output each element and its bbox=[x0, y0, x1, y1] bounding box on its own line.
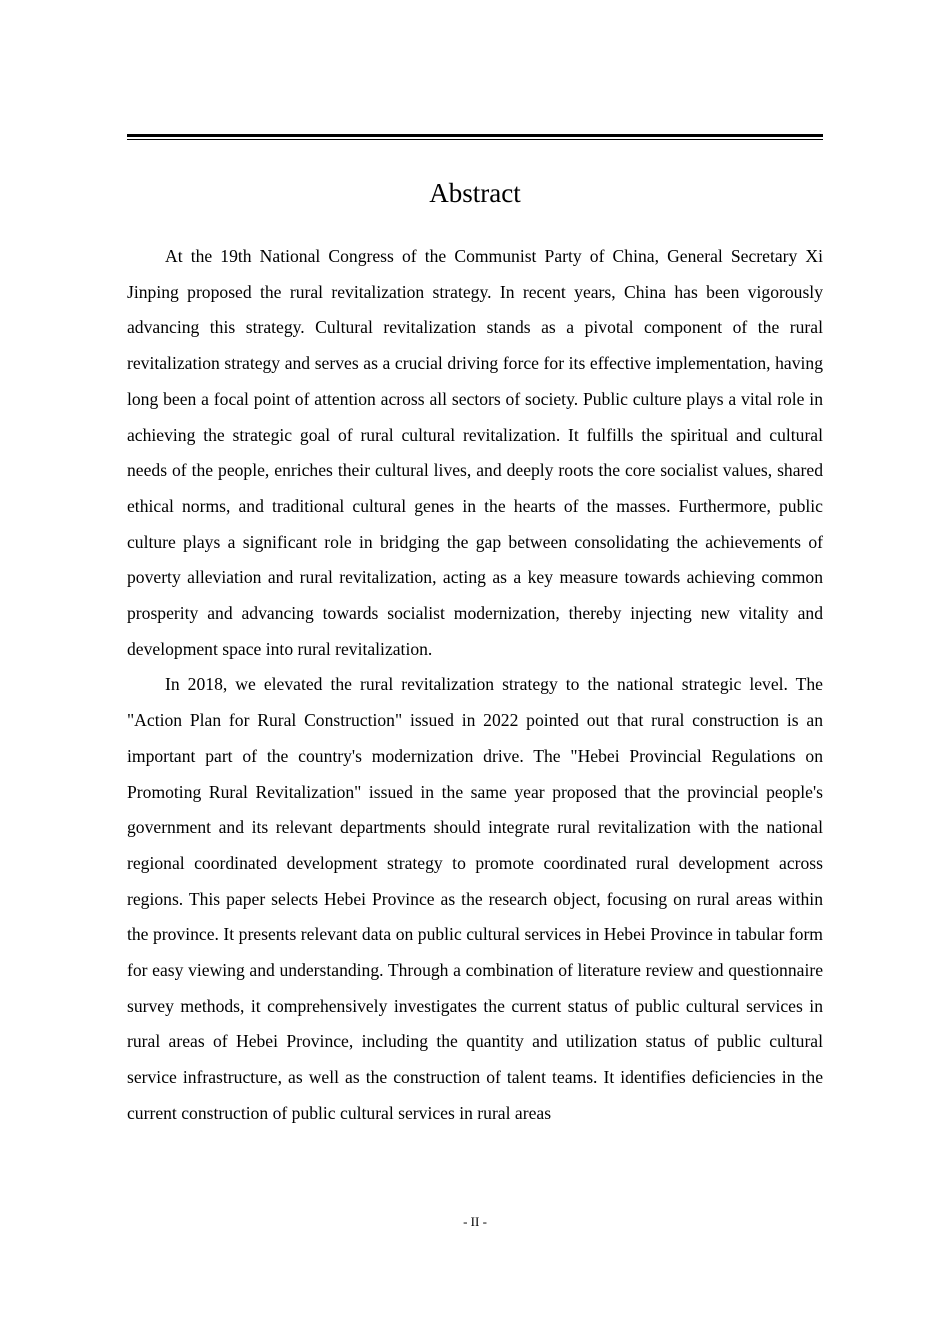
page-number: - II - bbox=[463, 1214, 487, 1229]
paragraph: At the 19th National Congress of the Communist Party of China, General Secretary Xi Jinping proposed the rural revitalization strategy. In recent years, China has been vigorously advancing this strategy. Cultural revitalization stands as a pivotal component of the rural revitalization strategy and serves as a crucial driving force for its effective implementation, having long been a focal point of attention across all sectors of society. Public culture plays a vital role in achieving the strategic goal of rural cultural revitalization. It fulfills the spiritual and cultural needs of the people, enriches their cultural lives, and deeply roots the core socialist values, shared ethical norms, and traditional cultural genes in the hearts of the masses. Furthermore, public culture plays a significant role in bridging the gap between consolidating the achievements of poverty alleviation and rural revitalization, acting as a key measure towards achieving common prosperity and advancing towards socialist modernization, thereby injecting new vitality and development space into rural revitalization. bbox=[127, 246, 823, 659]
paragraph: In 2018, we elevated the rural revitalization strategy to the national strategic level. The "Action Plan for Rural Construction" issued in 2022 pointed out that rural construction is an important part of the country's modernization drive. The "Hebei Provincial Regulations on Promoting Rural Revitalization" issued in the same year proposed that the provincial people's government and its relevant departments should integrate rural revitalization with the national regional coordinated development strategy to promote coordinated rural development across regions. This paper selects Hebei Province as the research object, focusing on rural areas within the province. It presents relevant data on public cultural services in Hebei Province in tabular form for easy viewing and understanding. Through a combination of literature review and questionnaire survey methods, it comprehensively investigates the current status of public cultural services in rural areas of Hebei Province, including the quantity and utilization status of public cultural service infrastructure, as well as the construction of talent teams. It identifies deficiencies in the current construction of public cultural services in rural areas bbox=[127, 674, 823, 1123]
page-title: Abstract bbox=[429, 178, 521, 208]
abstract-body bbox=[127, 239, 823, 1132]
header-rule-thick bbox=[127, 134, 823, 137]
header-rule-thin bbox=[127, 139, 823, 140]
